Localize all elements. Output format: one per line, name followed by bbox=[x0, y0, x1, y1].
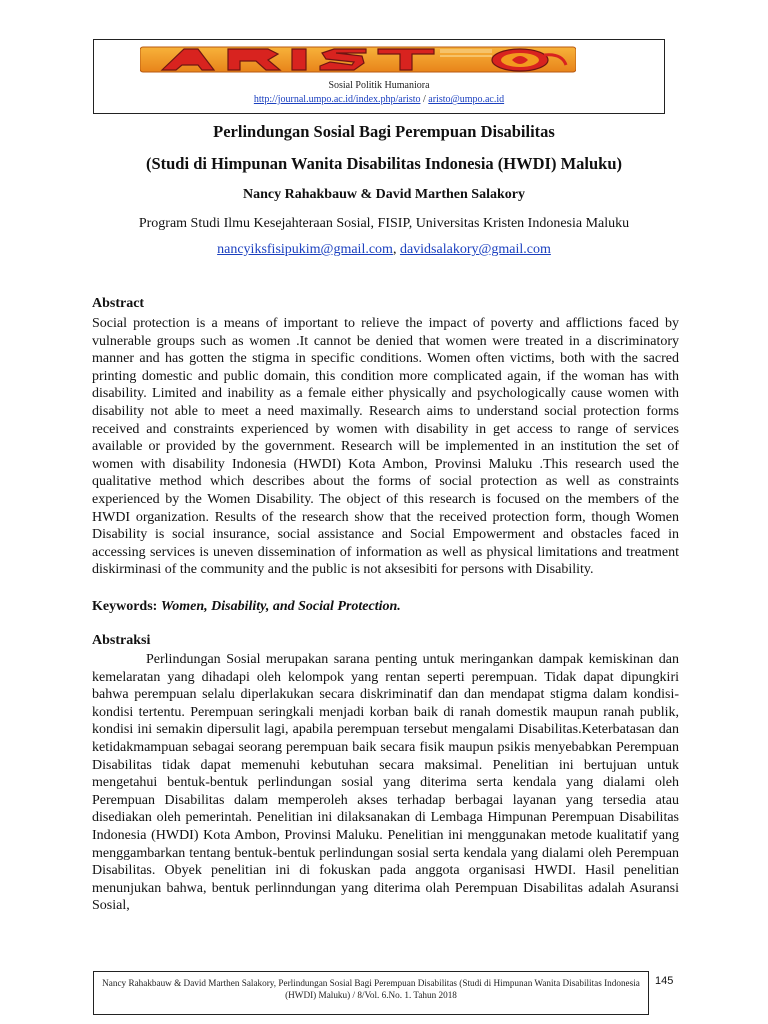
journal-url-link[interactable]: http://journal.umpo.ac.id/index.php/aristo bbox=[253, 94, 421, 105]
aristo-logo bbox=[140, 45, 576, 74]
keywords-text: Women, Disability, and Social Protection. bbox=[160, 599, 401, 614]
email-link-1[interactable]: nancyiksfisipukim@gmail.com bbox=[217, 242, 393, 257]
journal-email-link[interactable]: aristo@umpo.ac.id bbox=[428, 94, 505, 105]
abstract-heading: Abstract bbox=[92, 296, 145, 311]
page-number: 145 bbox=[655, 975, 674, 987]
paper-subtitle: (Studi di Himpunan Wanita Disabilitas Indonesia (HWDI) Maluku) bbox=[145, 154, 623, 173]
email-link-2[interactable]: davidsalakory@gmail.com bbox=[399, 242, 551, 257]
link-separator: / bbox=[423, 94, 426, 105]
abstraksi-text: Perlindungan Sosial merupakan sarana penting untuk meringankan dampak kemiskinan dan kemelaratan yang dihadapi oleh kelompok yang rentan seperti perempuan. Tidak dapat dipungkiri bahwa perempuan selalu diperlakukan secara diskriminatif dan dan mendapat stigma dalam kondisi-kondisi tertentu. Perempuan seringkali menjadi korban baik di ranah domestik maupun ranah publik, kondisi ini semakin dipersulit lagi, apabila perempuan tersebut mengalami Disabilitas.Keterbatasan dan ketidakmampuan sebagai seorang perempuan baik secara fisik maupun psikis menyebabkan Perempuan Disabilitas tidak dapat memenuhi kebutuhan secara maksimal. Penelitian ini bertujuan untuk mengetahui bentuk-bentuk perlindungan sosial yang diterima serta kendala yang dialami oleh Perempuan Disabilitas dalam memperoleh akses terhadap berbagai layanan yang tersedia atau disediakan oleh pemerintah. Penelitian ini dilaksanakan di Lembaga Himpunan Perempuan Disabilitas Indonesia (HWDI) Kota Ambon, Provinsi Maluku. Penelitian ini menggunakan metode kualitatif yang menggambarkan tentang bentuk-bentuk perlindungan sosial serta kendala yang dialami oleh Perempuan Disabilitas. Obyek penelitian ini di fokuskan pada anggota organisasi HWDI. Hasil penelitian menunjukan bahwa, bentuk perlinndungan yang diterima olah Perempuan Disabilitas adalah Asuransi Sosial, bbox=[92, 652, 679, 914]
paper-title: Perlindungan Sosial Bagi Perempuan Disabilitas bbox=[213, 122, 555, 141]
abstract-text: Social protection is a means of important to relieve the impact of poverty and afflictions faced by vulnerable groups such as women .It cannot be denied that women were treated in a discriminatory manner and has gotten the stigma in specific conditions. Women often victims, both with the sacred printing domestic and public domain, this condition more complicated again, if the woman has with disability. Limited and inability as a female either physically and psychologically cause women with disability not able to meet a need maximally. Research aims to understand social protection forms received and constraints experienced by women with disability in get access to range of services available or provided by the government. Research will be implemented in an institution the set of women with disability Indonesia (HWDI) Kota Ambon, Provinsi Maluku .This research used the qualitative method which describes about the forms of social protection as well as constraints experienced by the Women Disability. The object of this research is focused on the members of the HWDI organization. Results of the research show that the received protection form, though Women Disability is social insurance, social assistance and Social Empowerment and obstacles faced in accessing services is uneven dissemination of information as well as physical limitations and treatment diskirminasi of the community and the public is not aksesibiti for persons with Disability. bbox=[92, 316, 679, 578]
footer-citation: Nancy Rahakbauw & David Marthen Salakory, Perlindungan Sosial Bagi Perempuan Disabilitas (Studi di Himpunan Wanita Disabilitas Indonesia (HWDI) Maluku) / 8/Vol. 6.No. 1. Tahun 2018 bbox=[93, 971, 649, 1015]
journal-links bbox=[94, 94, 664, 105]
keywords bbox=[92, 599, 401, 615]
author-emails bbox=[0, 242, 768, 258]
paper-authors: Nancy Rahakbauw & David Marthen Salakory bbox=[243, 187, 525, 202]
journal-header bbox=[93, 39, 665, 114]
paper-affiliation: Program Studi Ilmu Kesejahteraan Sosial, FISIP, Universitas Kristen Indonesia Maluku bbox=[138, 216, 630, 231]
journal-name: Sosial Politik Humaniora bbox=[328, 80, 430, 91]
abstraksi-heading: Abstraksi bbox=[92, 633, 151, 648]
email-separator: , bbox=[392, 242, 397, 257]
keywords-label: Keywords: bbox=[92, 599, 158, 614]
